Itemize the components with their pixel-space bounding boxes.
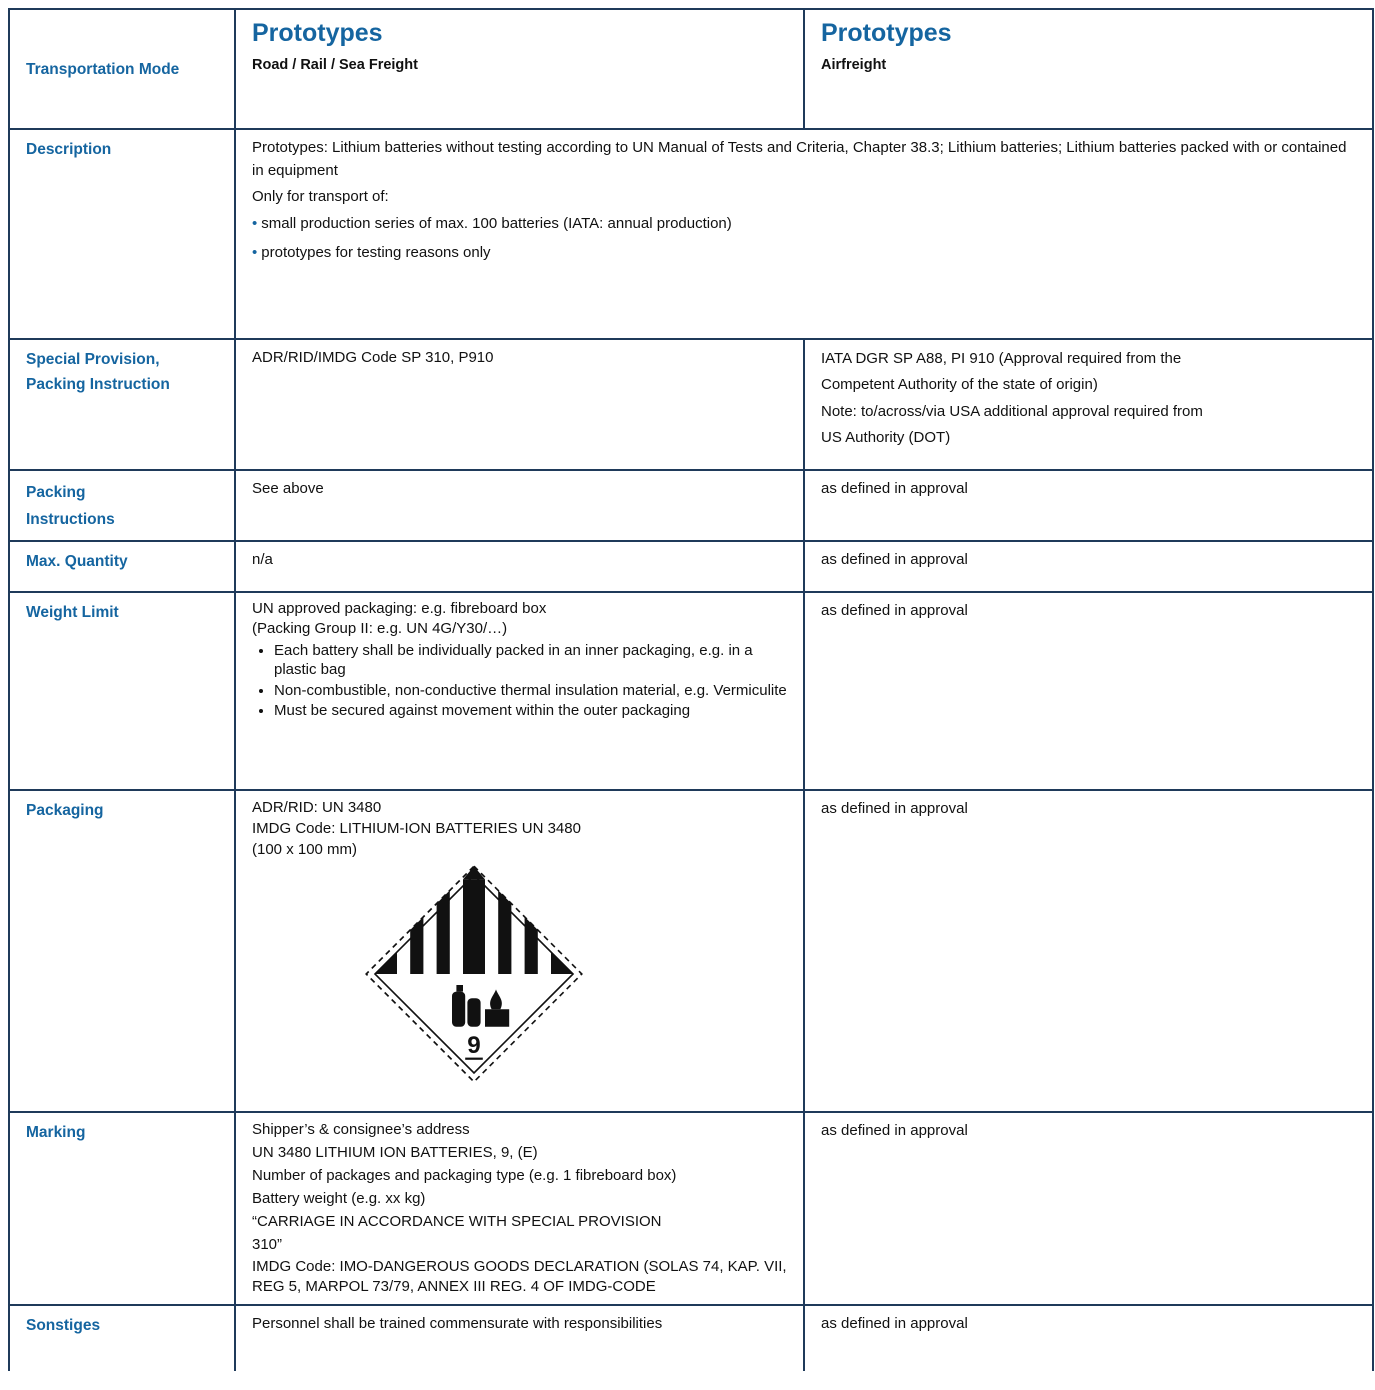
transport-table xyxy=(8,8,1374,1371)
packing-road-cell: See above xyxy=(235,470,804,541)
road-subtitle: Road / Rail / Sea Freight xyxy=(252,57,418,73)
weight-bullet: • Each battery shall be individually packed in an inner packaging, e.g. in a plastic bag xyxy=(274,642,787,680)
marking-label: Marking xyxy=(9,1112,235,1305)
other-road-cell: Personnel shall be trained commensurate with responsibilities xyxy=(235,1305,804,1371)
packaging-row xyxy=(9,790,1373,1112)
description-bullet: • small production series of max. 100 batteries (IATA: annual production) xyxy=(252,214,732,232)
packing-row xyxy=(9,470,1373,541)
description-row xyxy=(9,129,1373,339)
maxqty-label: Max. Quantity xyxy=(9,541,235,592)
weight-bullet: • Must be secured against movement within the outer packaging xyxy=(274,702,787,721)
description-label: Description xyxy=(9,129,235,339)
bullet-icon: • xyxy=(252,214,258,232)
description-text: Prototypes: Lithium batteries without testing according to UN Manual of Tests and Criteria, Chapter 38.3; Lithium batteries; Lithium batteries packed with or contained in equipment xyxy=(252,139,1347,180)
packaging-label: Packaging xyxy=(9,790,235,1112)
air-header-cell xyxy=(804,9,1373,129)
special-road-cell: ADR/RID/IMDG Code SP 310, P910 xyxy=(235,339,804,470)
maxqty-row xyxy=(9,541,1373,592)
header-row xyxy=(9,9,1373,129)
special-label: Special Provision, Packing Instruction xyxy=(9,339,235,470)
other-row xyxy=(9,1305,1373,1371)
packaging-air-cell: as defined in approval xyxy=(804,790,1373,1112)
packaging-road-cell: ADR/RID: UN 3480 IMDG Code: LITHIUM-ION BATTERIES UN 3480 (100 x 100 mm) 9 xyxy=(235,790,804,1112)
maxqty-road-cell: n/a xyxy=(235,541,804,592)
weight-air-cell: as defined in approval xyxy=(804,592,1373,790)
road-title: Prototypes xyxy=(252,19,383,47)
weight-bullet: • Non-combustible, non-conductive thermal insulation material, e.g. Vermiculite xyxy=(274,682,787,701)
air-subtitle: Airfreight xyxy=(821,57,887,73)
air-title: Prototypes xyxy=(821,19,952,47)
description-bullet: • prototypes for testing reasons only xyxy=(252,244,491,261)
weight-label: Weight Limit xyxy=(9,592,235,790)
packing-label: Packing Instructions xyxy=(9,470,235,541)
weight-bullet-list xyxy=(252,642,787,721)
special-row xyxy=(9,339,1373,470)
marking-air-cell: as defined in approval xyxy=(804,1112,1373,1305)
road-header-cell xyxy=(235,9,804,129)
special-air-cell: IATA DGR SP A88, PI 910 (Approval required from the Competent Authority of the state of origin) Note: to/across/via USA additional approval required from US Authority (DOT) xyxy=(804,339,1373,470)
marking-road-cell: Shipper’s & consignee’s address UN 3480 LITHIUM ION BATTERIES, 9, (E) Number of packages and packaging type (e.g. 1 fibreboard box) Battery weight (e.g. xx kg) “CARRIAGE IN ACCORDANCE WITH SPECIAL PROVISION 310” IMDG Code: IMO-DANGEROUS GOODS DECLARATION (SOLAS 74, KAP. VII, REG 5, MARPOL 73/79, ANNEX III REG. 4 OF IMDG-CODE xyxy=(235,1112,804,1305)
weight-road-cell: UN approved packaging: e.g. fibreboard box (Packing Group II: e.g. UN 4G/Y30/…) • Each battery shall be individually packed in an inner packaging, e.g. in a plastic bag • Non-combustible, non-conductive thermal insulation material, e.g. Vermiculite • Must be secured against movement within the outer packaging xyxy=(235,592,804,790)
other-air-cell: as defined in approval xyxy=(804,1305,1373,1371)
transport-mode-label: Transportation Mode xyxy=(9,9,235,129)
class9-hazard-label-icon xyxy=(364,864,584,1084)
packing-air-cell: as defined in approval xyxy=(804,470,1373,541)
marking-row xyxy=(9,1112,1373,1305)
description-only-for: Only for transport of: xyxy=(252,187,389,205)
hazard-class-number: 9 xyxy=(467,1032,481,1060)
bullet-icon: • xyxy=(252,244,258,261)
weight-row xyxy=(9,592,1373,790)
description-cell xyxy=(235,129,1373,339)
other-label: Sonstiges xyxy=(9,1305,235,1371)
maxqty-air-cell: as defined in approval xyxy=(804,541,1373,592)
